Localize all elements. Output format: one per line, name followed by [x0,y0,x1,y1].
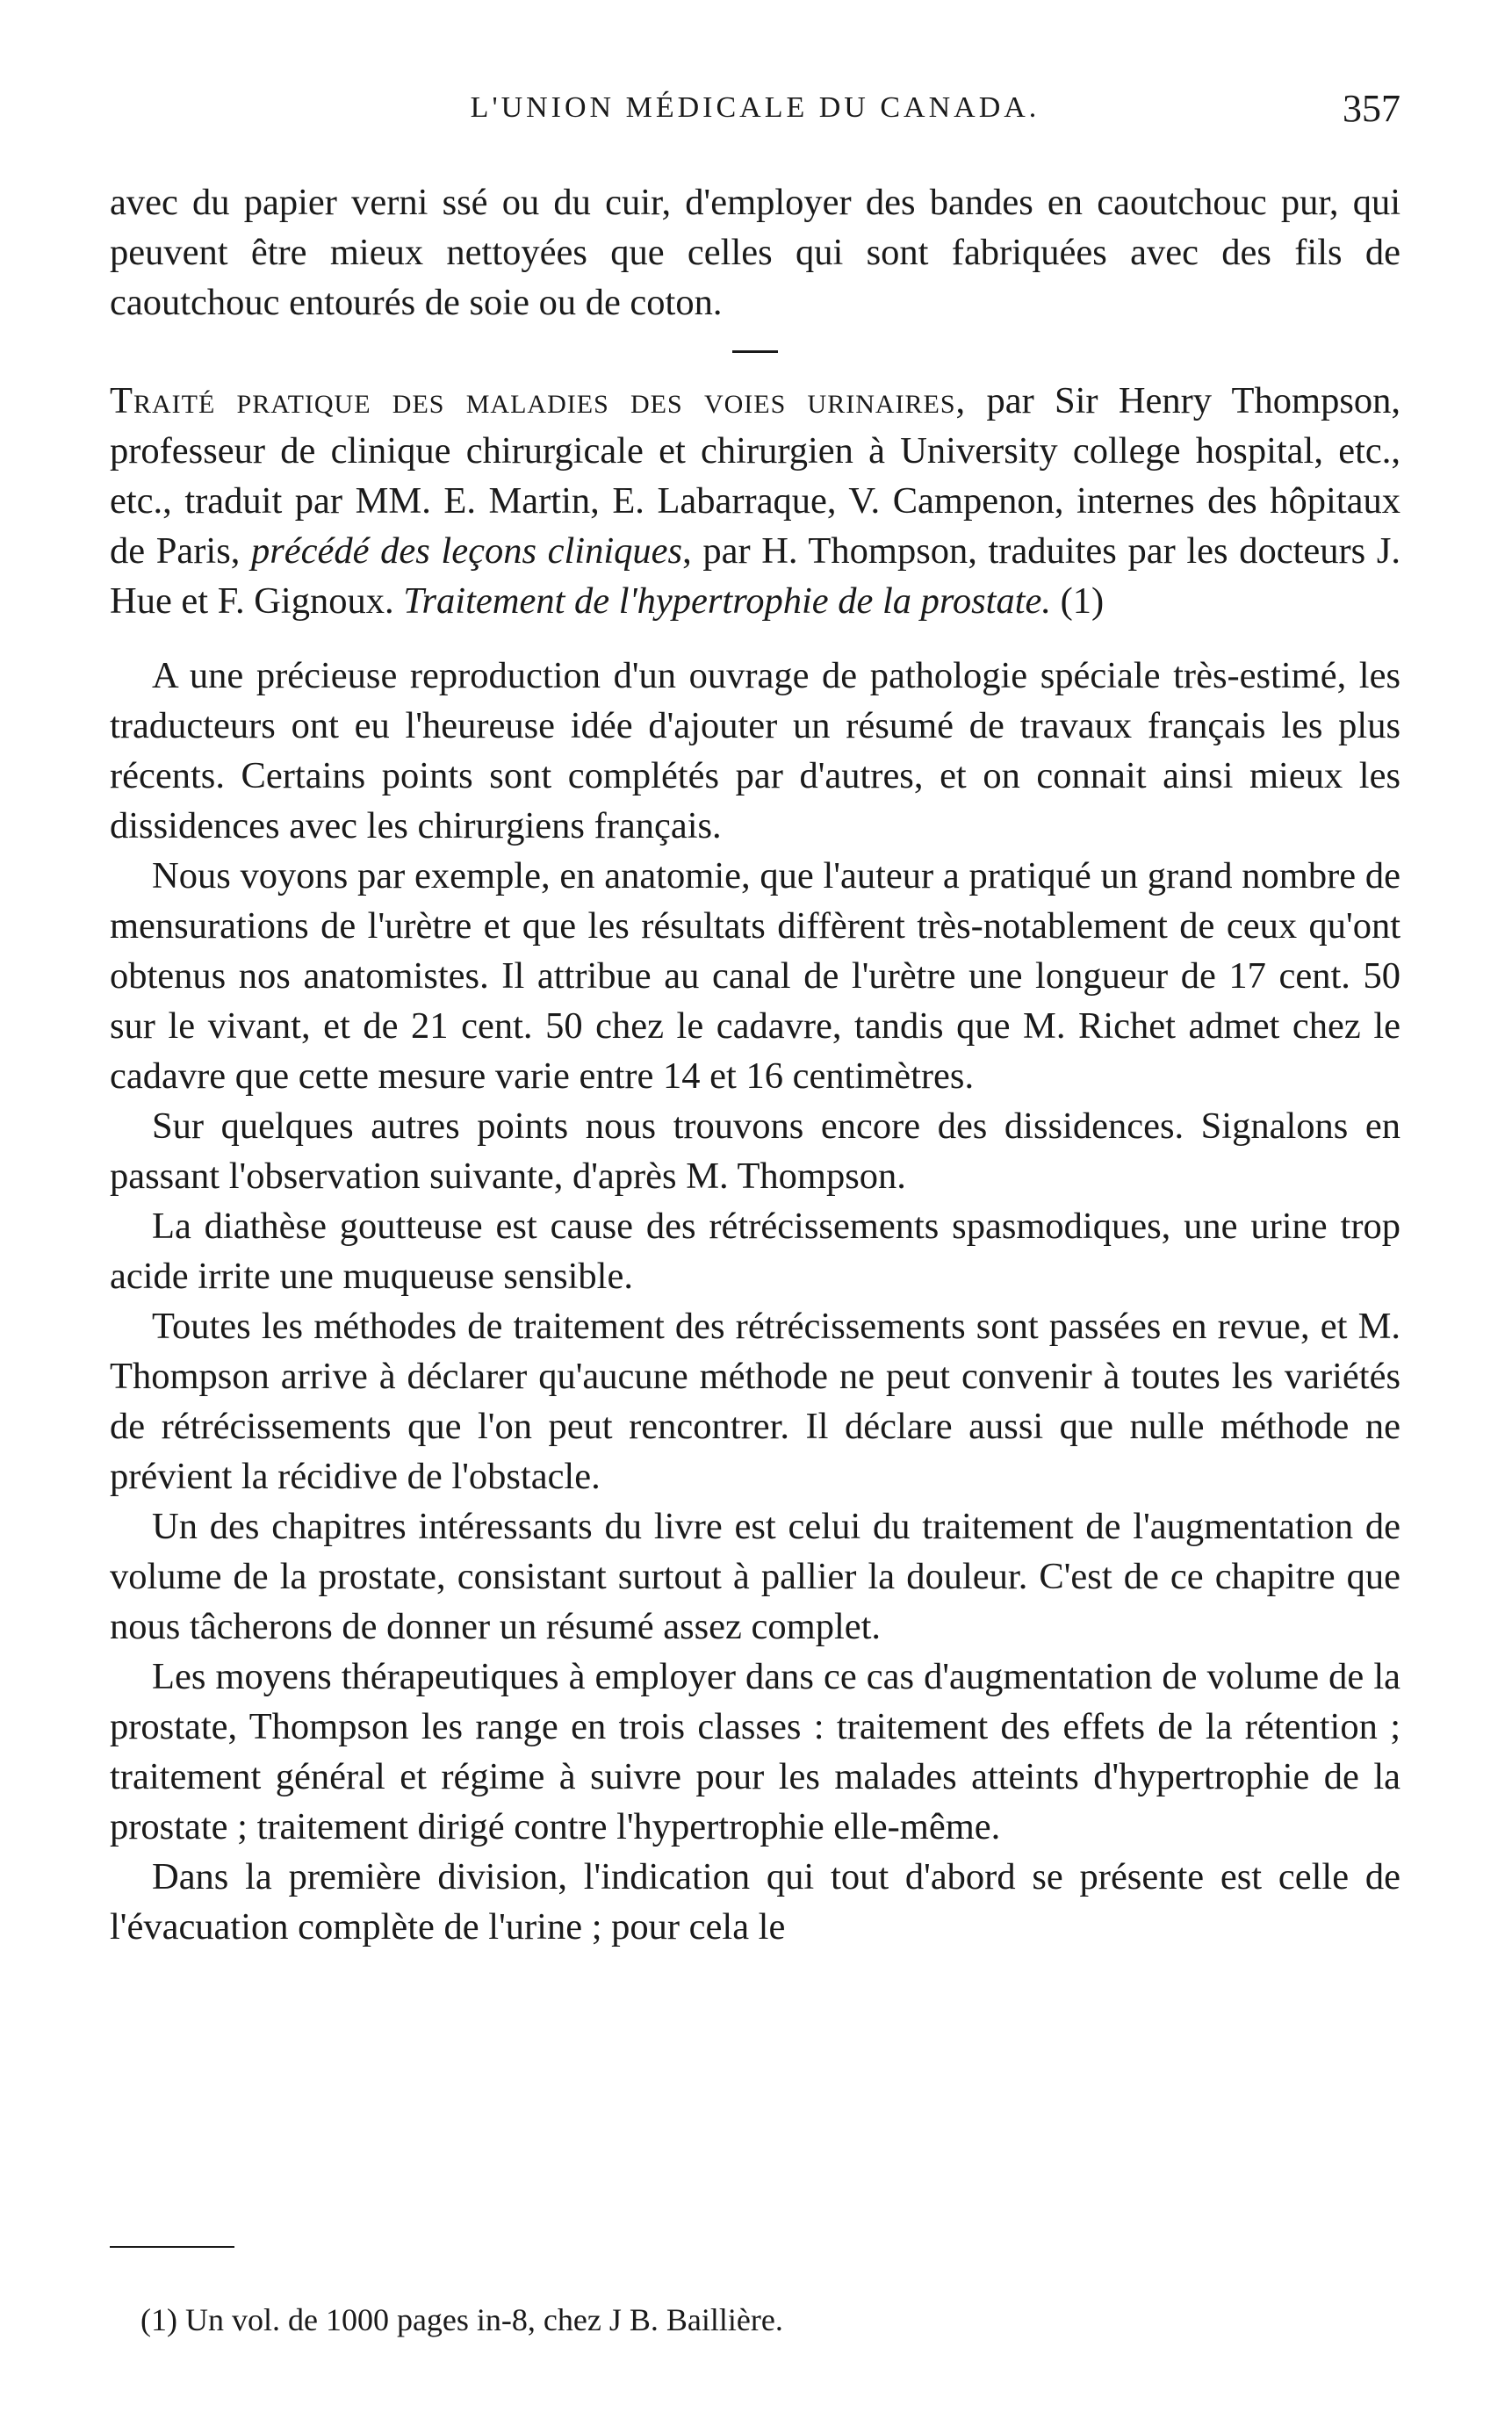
paragraph: Un des chapitres intéressants du livre est celui du traitement de l'augmentation de volume de la prostate, consistant surtout à pallier la douleur. C'est de ce chapitre que nous tâcherons de donner un résumé assez complet. [110,1506,1400,1647]
review-title-authors: par Sir Henry Thompson, professeur de clinique chirurgicale et chirurgien à University college hospital, etc., etc., traduit par MM. E. Martin, E. Labarraque, V. Campenon, internes des hôpitaux de Paris, [110,380,1400,572]
page-number: 357 [1343,87,1400,130]
review-title-italic-1: précédé des leçons cliniques [251,530,683,572]
running-head: L'UNION MÉDICALE DU CANADA. [470,91,1040,124]
footnote-reference: (1) [1051,580,1105,622]
footnote: (1) Un vol. de 1000 pages in-8, chez J B. Baillière. [140,2302,783,2337]
review-title-translators: , par H. Thompson, traduites par les docteurs J. Hue et F. Gignoux. [110,530,1400,622]
review-title-italic-2: Traitement de l'hypertrophie de la prostate. [403,580,1052,622]
paragraph: Toutes les méthodes de traitement des rétrécissements sont passées en revue, et M. Thompson arrive à déclarer qu'aucune méthode ne peut convenir à toutes les variétés de rétrécissements que l'on peut rencontrer. Il déclare aussi que nulle méthode ne prévient la récidive de l'obstacle. [110,1306,1400,1497]
section-separator [732,350,778,353]
paragraph: Sur quelques autres points nous trouvons encore des dissidences. Signalons en passant l'observation suivante, d'après M. Thompson. [110,1105,1400,1197]
paragraph-continuation: avec du papier verni ssé ou du cuir, d'employer des bandes en caoutchouc pur, qui peuvent être mieux nettoyées que celles qui sont fabriquées avec des fils de caoutchouc entourés de soie ou de coton. [110,182,1400,323]
review-title-smallcaps: Traité pratique des maladies des voies urinaires, [110,380,967,421]
paragraph: La diathèse goutteuse est cause des rétrécissements spasmodiques, une urine trop acide irrite une muqueuse sensible. [110,1206,1400,1297]
footnote-rule [110,2246,234,2248]
paragraph: Nous voyons par exemple, en anatomie, que l'auteur a pratiqué un grand nombre de mensurations de l'urètre et que les résultats diffèrent très-notablement de ceux qu'ont obtenus nos anatomistes. Il attribue au canal de l'urètre une longueur de 17 cent. 50 sur le vivant, et de 21 cent. 50 chez le cadavre, tandis que M. Richet admet chez le cadavre que cette mesure varie entre 14 et 16 centimètres. [110,855,1400,1097]
paragraph: A une précieuse reproduction d'un ouvrage de pathologie spéciale très-estimé, les traducteurs ont eu l'heureuse idée d'ajouter un résumé de travaux français les plus récents. Certains points sont complétés par d'autres, et on connait ainsi mieux les dissidences avec les chirurgiens français. [110,655,1400,846]
paragraph: Dans la première division, l'indication qui tout d'abord se présente est celle de l'évacuation complète de l'urine ; pour cela le [110,1856,1400,1948]
body-text [110,177,1400,1952]
page-header [110,86,1400,139]
paragraph: Les moyens thérapeutiques à employer dans ce cas d'augmentation de volume de la prostate, Thompson les range en trois classes : traitement des effets de la rétention ; traitement général et régime à suivre pour les malades atteints d'hypertrophie de la prostate ; traitement dirigé contre l'hypertrophie elle-même. [110,1656,1400,1847]
review-heading [110,376,1400,626]
